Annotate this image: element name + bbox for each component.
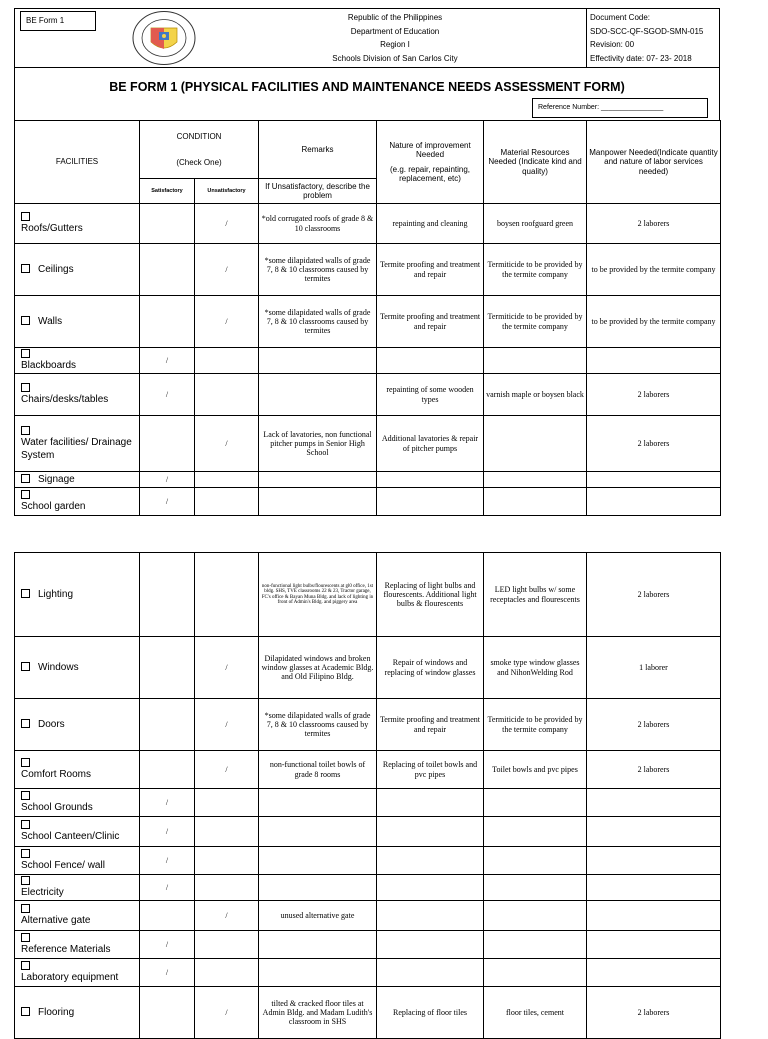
table-row bbox=[15, 931, 721, 959]
division-line: Schools Division of San Carlos City bbox=[332, 53, 458, 63]
material-cell: Termiticide to be provided by the termite company bbox=[484, 296, 587, 348]
facility-label: Walls bbox=[38, 316, 63, 327]
checkbox-icon[interactable] bbox=[21, 316, 30, 325]
col-remarks: Remarks bbox=[259, 121, 377, 179]
nature-cell: Termite proofing and treatment and repair bbox=[377, 296, 484, 348]
facility-label: Comfort Rooms bbox=[21, 769, 92, 780]
checkbox-icon[interactable] bbox=[21, 474, 30, 483]
manpower-cell bbox=[587, 348, 721, 374]
table-row bbox=[15, 987, 721, 1039]
doc-code-label: Document Code: bbox=[590, 13, 651, 22]
nature-cell bbox=[377, 959, 484, 987]
col-facilities: FACILITIES bbox=[15, 121, 140, 204]
checkbox-icon[interactable] bbox=[21, 933, 30, 942]
unsat-cell[interactable] bbox=[195, 348, 259, 374]
manpower-cell: 2 laborers bbox=[587, 204, 721, 244]
unsat-cell[interactable] bbox=[195, 789, 259, 817]
sat-cell[interactable]: / bbox=[140, 488, 195, 516]
nature-cell bbox=[377, 789, 484, 817]
sat-cell[interactable] bbox=[140, 751, 195, 789]
reference-number-field[interactable]: Reference Number: ________________ bbox=[532, 98, 708, 118]
agency-block bbox=[205, 11, 585, 65]
sat-cell[interactable] bbox=[140, 244, 195, 296]
table-row bbox=[15, 751, 721, 789]
manpower-cell bbox=[587, 875, 721, 901]
table-row bbox=[15, 875, 721, 901]
manpower-cell: 2 laborers bbox=[587, 751, 721, 789]
table-row bbox=[15, 817, 721, 847]
facility-label: Water facilities/ Drainage System bbox=[21, 436, 132, 461]
unsat-cell[interactable]: / bbox=[195, 296, 259, 348]
table-row bbox=[15, 296, 721, 348]
facility-cell bbox=[15, 901, 140, 931]
nature-cell: repainting and cleaning bbox=[377, 204, 484, 244]
table-row bbox=[15, 472, 721, 488]
checkbox-icon[interactable] bbox=[21, 490, 30, 499]
remarks-cell bbox=[259, 553, 377, 637]
checkbox-icon[interactable] bbox=[21, 1007, 30, 1016]
manpower-cell bbox=[587, 789, 721, 817]
facility-label: Ceilings bbox=[38, 264, 74, 275]
col-nature bbox=[377, 121, 484, 204]
remarks-cell bbox=[259, 847, 377, 875]
unsat-cell[interactable] bbox=[195, 817, 259, 847]
sat-cell[interactable]: / bbox=[140, 875, 195, 901]
material-cell: floor tiles, cement bbox=[484, 987, 587, 1039]
remarks-cell bbox=[259, 817, 377, 847]
sat-cell[interactable] bbox=[140, 699, 195, 751]
table-row bbox=[15, 553, 721, 637]
facility-label: Reference Materials bbox=[21, 944, 111, 955]
nature-cell: Termite proofing and treatment and repair bbox=[377, 244, 484, 296]
facility-cell bbox=[15, 751, 140, 789]
material-cell bbox=[484, 817, 587, 847]
material-cell: Termiticide to be provided by the termite company bbox=[484, 244, 587, 296]
nature-cell bbox=[377, 348, 484, 374]
republic-line: Republic of the Philippines bbox=[347, 13, 443, 22]
remarks-cell bbox=[259, 875, 377, 901]
unsat-cell[interactable]: / bbox=[195, 987, 259, 1039]
material-cell: Termiticide to be provided by the termite company bbox=[484, 699, 587, 751]
sat-cell[interactable]: / bbox=[140, 374, 195, 416]
checkbox-icon[interactable] bbox=[21, 426, 30, 435]
checkbox-icon[interactable] bbox=[21, 758, 30, 767]
checkbox-icon[interactable] bbox=[21, 589, 30, 598]
remarks-cell bbox=[259, 959, 377, 987]
manpower-cell bbox=[587, 472, 721, 488]
nature-cell: Replacing of toilet bowls and pvc pipes bbox=[377, 751, 484, 789]
remarks-cell bbox=[259, 931, 377, 959]
facility-label: Alternative gate bbox=[21, 915, 91, 926]
checkbox-icon[interactable] bbox=[21, 961, 30, 970]
material-cell: varnish maple or boysen black bbox=[484, 374, 587, 416]
remarks-cell: tilted & cracked floor tiles at Admin Bldg. and Madam Ludith's classroom in SHS bbox=[259, 987, 377, 1039]
remarks-cell bbox=[259, 472, 377, 488]
checkbox-icon[interactable] bbox=[21, 383, 30, 392]
facility-cell bbox=[15, 374, 140, 416]
nature-cell bbox=[377, 817, 484, 847]
remarks-cell: unused alternative gate bbox=[259, 901, 377, 931]
facility-cell bbox=[15, 847, 140, 875]
table-row bbox=[15, 637, 721, 699]
unsat-cell[interactable] bbox=[195, 374, 259, 416]
sat-cell[interactable]: / bbox=[140, 959, 195, 987]
unsat-cell[interactable]: / bbox=[195, 751, 259, 789]
unsat-cell[interactable] bbox=[195, 553, 259, 637]
remarks-cell: non-functional toilet bowls of grade 8 rooms bbox=[259, 751, 377, 789]
nature-cell: Repair of windows and replacing of window glasses bbox=[377, 637, 484, 699]
remarks-cell: Dilapidated windows and broken window glasses at Academic Bldg. and Old Filipino Bldg. bbox=[259, 637, 377, 699]
nature-cell: Replacing of floor tiles bbox=[377, 987, 484, 1039]
facility-cell bbox=[15, 789, 140, 817]
nature-label: Nature of improvement Needed bbox=[389, 140, 471, 159]
facility-cell bbox=[15, 699, 140, 751]
col-condition bbox=[140, 121, 259, 179]
nature-sub-label: (e.g. repair, repainting, replacement, etc) bbox=[389, 165, 471, 184]
facility-label: Lighting bbox=[38, 589, 74, 600]
facility-label: Doors bbox=[38, 719, 65, 730]
division-logo bbox=[131, 10, 197, 66]
nature-cell: Termite proofing and treatment and repair bbox=[377, 699, 484, 751]
material-cell bbox=[484, 472, 587, 488]
facility-label: Roofs/Gutters bbox=[21, 223, 83, 234]
material-cell: LED light bulbs w/ some receptacles and flourescents bbox=[484, 553, 587, 637]
remarks-cell bbox=[259, 348, 377, 374]
nature-cell bbox=[377, 931, 484, 959]
manpower-cell: 2 laborers bbox=[587, 416, 721, 472]
table-row bbox=[15, 204, 721, 244]
facility-label: Signage bbox=[38, 474, 75, 485]
checkbox-icon[interactable] bbox=[21, 264, 30, 273]
manpower-cell bbox=[587, 847, 721, 875]
facility-cell bbox=[15, 875, 140, 901]
facility-label: Electricity bbox=[21, 887, 64, 898]
nature-cell: repainting of some wooden types bbox=[377, 374, 484, 416]
facility-cell bbox=[15, 553, 140, 637]
unsat-cell[interactable]: / bbox=[195, 416, 259, 472]
col-remarks-sub: If Unsatisfactory, describe the problem bbox=[259, 179, 377, 204]
facility-cell bbox=[15, 416, 140, 472]
manpower-cell: 2 laborers bbox=[587, 987, 721, 1039]
checkbox-icon[interactable] bbox=[21, 904, 30, 913]
checkbox-icon[interactable] bbox=[21, 349, 30, 358]
checkbox-icon[interactable] bbox=[21, 719, 30, 728]
checkbox-icon[interactable] bbox=[21, 820, 30, 829]
col-material: Material Resources Needed (Indicate kind and quality) bbox=[484, 121, 587, 204]
facility-cell bbox=[15, 959, 140, 987]
material-cell bbox=[484, 959, 587, 987]
nature-cell bbox=[377, 488, 484, 516]
nature-cell bbox=[377, 875, 484, 901]
facility-cell bbox=[15, 244, 140, 296]
seal-icon bbox=[131, 10, 197, 66]
material-cell bbox=[484, 847, 587, 875]
table-row bbox=[15, 348, 721, 374]
facility-label: Windows bbox=[38, 662, 79, 673]
remarks-cell: Lack of lavatories, non functional pitcher pumps in Senior High School bbox=[259, 416, 377, 472]
remarks-cell bbox=[259, 374, 377, 416]
unsat-cell[interactable] bbox=[195, 472, 259, 488]
unsat-cell[interactable]: / bbox=[195, 901, 259, 931]
checkbox-icon[interactable] bbox=[21, 876, 30, 885]
sat-cell[interactable] bbox=[140, 204, 195, 244]
remarks-cell bbox=[259, 488, 377, 516]
sat-cell[interactable] bbox=[140, 637, 195, 699]
facility-cell bbox=[15, 637, 140, 699]
nature-cell bbox=[377, 472, 484, 488]
unsat-cell[interactable] bbox=[195, 847, 259, 875]
material-cell bbox=[484, 416, 587, 472]
facility-label: School Canteen/Clinic bbox=[21, 831, 120, 842]
facility-cell bbox=[15, 204, 140, 244]
facility-cell bbox=[15, 817, 140, 847]
checkbox-icon[interactable] bbox=[21, 849, 30, 858]
material-cell: smoke type window glasses and NihonWelding Rod bbox=[484, 637, 587, 699]
material-cell: Toilet bowls and pvc pipes bbox=[484, 751, 587, 789]
material-cell bbox=[484, 901, 587, 931]
sat-cell[interactable] bbox=[140, 416, 195, 472]
facility-label: School Grounds bbox=[21, 802, 93, 813]
col-manpower: Manpower Needed(Indicate quantity and nature of labor services needed) bbox=[587, 121, 721, 204]
sat-cell[interactable] bbox=[140, 553, 195, 637]
col-unsatisfactory: Unsatisfactory bbox=[195, 179, 259, 204]
check-one-label: (Check One) bbox=[176, 157, 222, 167]
remarks-cell: *some dilapidated walls of grade 7, 8 & 10 classrooms caused by termites bbox=[259, 244, 377, 296]
nature-cell: Replacing of light bulbs and flourescents. Additional light bulbs & flourescents bbox=[377, 553, 484, 637]
sat-cell[interactable]: / bbox=[140, 472, 195, 488]
facility-label: School Fence/ wall bbox=[21, 860, 105, 871]
remarks-cell: *some dilapidated walls of grade 7, 8 & 10 classrooms caused by termites bbox=[259, 699, 377, 751]
unsat-cell[interactable]: / bbox=[195, 244, 259, 296]
facility-cell bbox=[15, 931, 140, 959]
sat-cell[interactable]: / bbox=[140, 847, 195, 875]
manpower-cell: 2 laborers bbox=[587, 374, 721, 416]
unsat-cell[interactable] bbox=[195, 959, 259, 987]
table-row bbox=[15, 789, 721, 817]
sat-cell[interactable] bbox=[140, 296, 195, 348]
manpower-cell bbox=[587, 817, 721, 847]
material-cell bbox=[484, 789, 587, 817]
material-cell bbox=[484, 931, 587, 959]
material-cell bbox=[484, 488, 587, 516]
unsat-cell[interactable] bbox=[195, 875, 259, 901]
form-tag: BE Form 1 bbox=[20, 11, 96, 31]
unsat-cell[interactable]: / bbox=[195, 699, 259, 751]
nature-cell bbox=[377, 901, 484, 931]
manpower-cell bbox=[587, 901, 721, 931]
manpower-cell bbox=[587, 931, 721, 959]
remarks-cell: *some dilapidated walls of grade 7, 8 & 10 classrooms caused by termites bbox=[259, 296, 377, 348]
sat-cell[interactable]: / bbox=[140, 789, 195, 817]
facility-label: Chairs/desks/tables bbox=[21, 394, 109, 405]
doc-code-value: SDO-SCC-QF-SGOD-SMN-015 bbox=[590, 26, 704, 36]
region-line: Region I bbox=[380, 40, 410, 49]
manpower-cell bbox=[587, 959, 721, 987]
material-cell bbox=[484, 348, 587, 374]
checkbox-icon[interactable] bbox=[21, 212, 30, 221]
table-row bbox=[15, 901, 721, 931]
sat-cell[interactable]: / bbox=[140, 348, 195, 374]
manpower-cell: to be provided by the termite company bbox=[587, 244, 721, 296]
effectivity-date: Effectivity date: 07- 23- 2018 bbox=[590, 53, 692, 63]
table-row bbox=[15, 244, 721, 296]
facility-label: Blackboards bbox=[21, 360, 77, 371]
sat-cell[interactable] bbox=[140, 987, 195, 1039]
table-row bbox=[15, 374, 721, 416]
table-row bbox=[15, 699, 721, 751]
facility-cell bbox=[15, 348, 140, 374]
document-code-block bbox=[586, 8, 720, 67]
revision: Revision: 00 bbox=[590, 40, 635, 49]
table-row bbox=[15, 959, 721, 987]
material-cell bbox=[484, 875, 587, 901]
condition-label: CONDITION bbox=[176, 132, 222, 142]
assessment-table-page1 bbox=[14, 120, 721, 516]
department-line: Department of Education bbox=[350, 26, 440, 36]
facility-label: Flooring bbox=[38, 1007, 75, 1018]
manpower-cell: 2 laborers bbox=[587, 699, 721, 751]
unsat-cell[interactable]: / bbox=[195, 637, 259, 699]
facility-cell bbox=[15, 987, 140, 1039]
table-row bbox=[15, 416, 721, 472]
sat-cell[interactable]: / bbox=[140, 817, 195, 847]
unsat-cell[interactable] bbox=[195, 488, 259, 516]
remarks-text: non-functional light bulbs/flourescents at gl0 office, 1st bldg. SHS, TVE classrooms 22 & 23, Tractor garage, FC's office & Bayan Muna Bldg. and lack of lighting in front of Admin's Bldg. and piggery area bbox=[261, 584, 374, 605]
material-cell: boysen roofguard green bbox=[484, 204, 587, 244]
remarks-cell bbox=[259, 789, 377, 817]
manpower-cell: 1 laborer bbox=[587, 637, 721, 699]
facility-cell bbox=[15, 488, 140, 516]
sat-cell[interactable]: / bbox=[140, 931, 195, 959]
nature-cell: Additional lavatories & repair of pitcher pumps bbox=[377, 416, 484, 472]
facility-label: Laboratory equipment bbox=[21, 972, 119, 983]
manpower-cell bbox=[587, 488, 721, 516]
manpower-cell: to be provided by the termite company bbox=[587, 296, 721, 348]
sat-cell[interactable] bbox=[140, 901, 195, 931]
facility-cell bbox=[15, 472, 140, 488]
table-row bbox=[15, 847, 721, 875]
unsat-cell[interactable] bbox=[195, 931, 259, 959]
assessment-table-page2 bbox=[14, 552, 721, 1039]
remarks-cell: *old corrugated roofs of grade 8 & 10 classrooms bbox=[259, 204, 377, 244]
unsat-cell[interactable]: / bbox=[195, 204, 259, 244]
form-title: BE FORM 1 (PHYSICAL FACILITIES AND MAINTENANCE NEEDS ASSESSMENT FORM) bbox=[109, 80, 625, 94]
facility-cell bbox=[15, 296, 140, 348]
facility-label: School garden bbox=[21, 501, 86, 512]
checkbox-icon[interactable] bbox=[21, 791, 30, 800]
col-satisfactory: Satisfactory bbox=[140, 179, 195, 204]
nature-cell bbox=[377, 847, 484, 875]
table-row bbox=[15, 488, 721, 516]
manpower-cell: 2 laborers bbox=[587, 553, 721, 637]
checkbox-icon[interactable] bbox=[21, 662, 30, 671]
